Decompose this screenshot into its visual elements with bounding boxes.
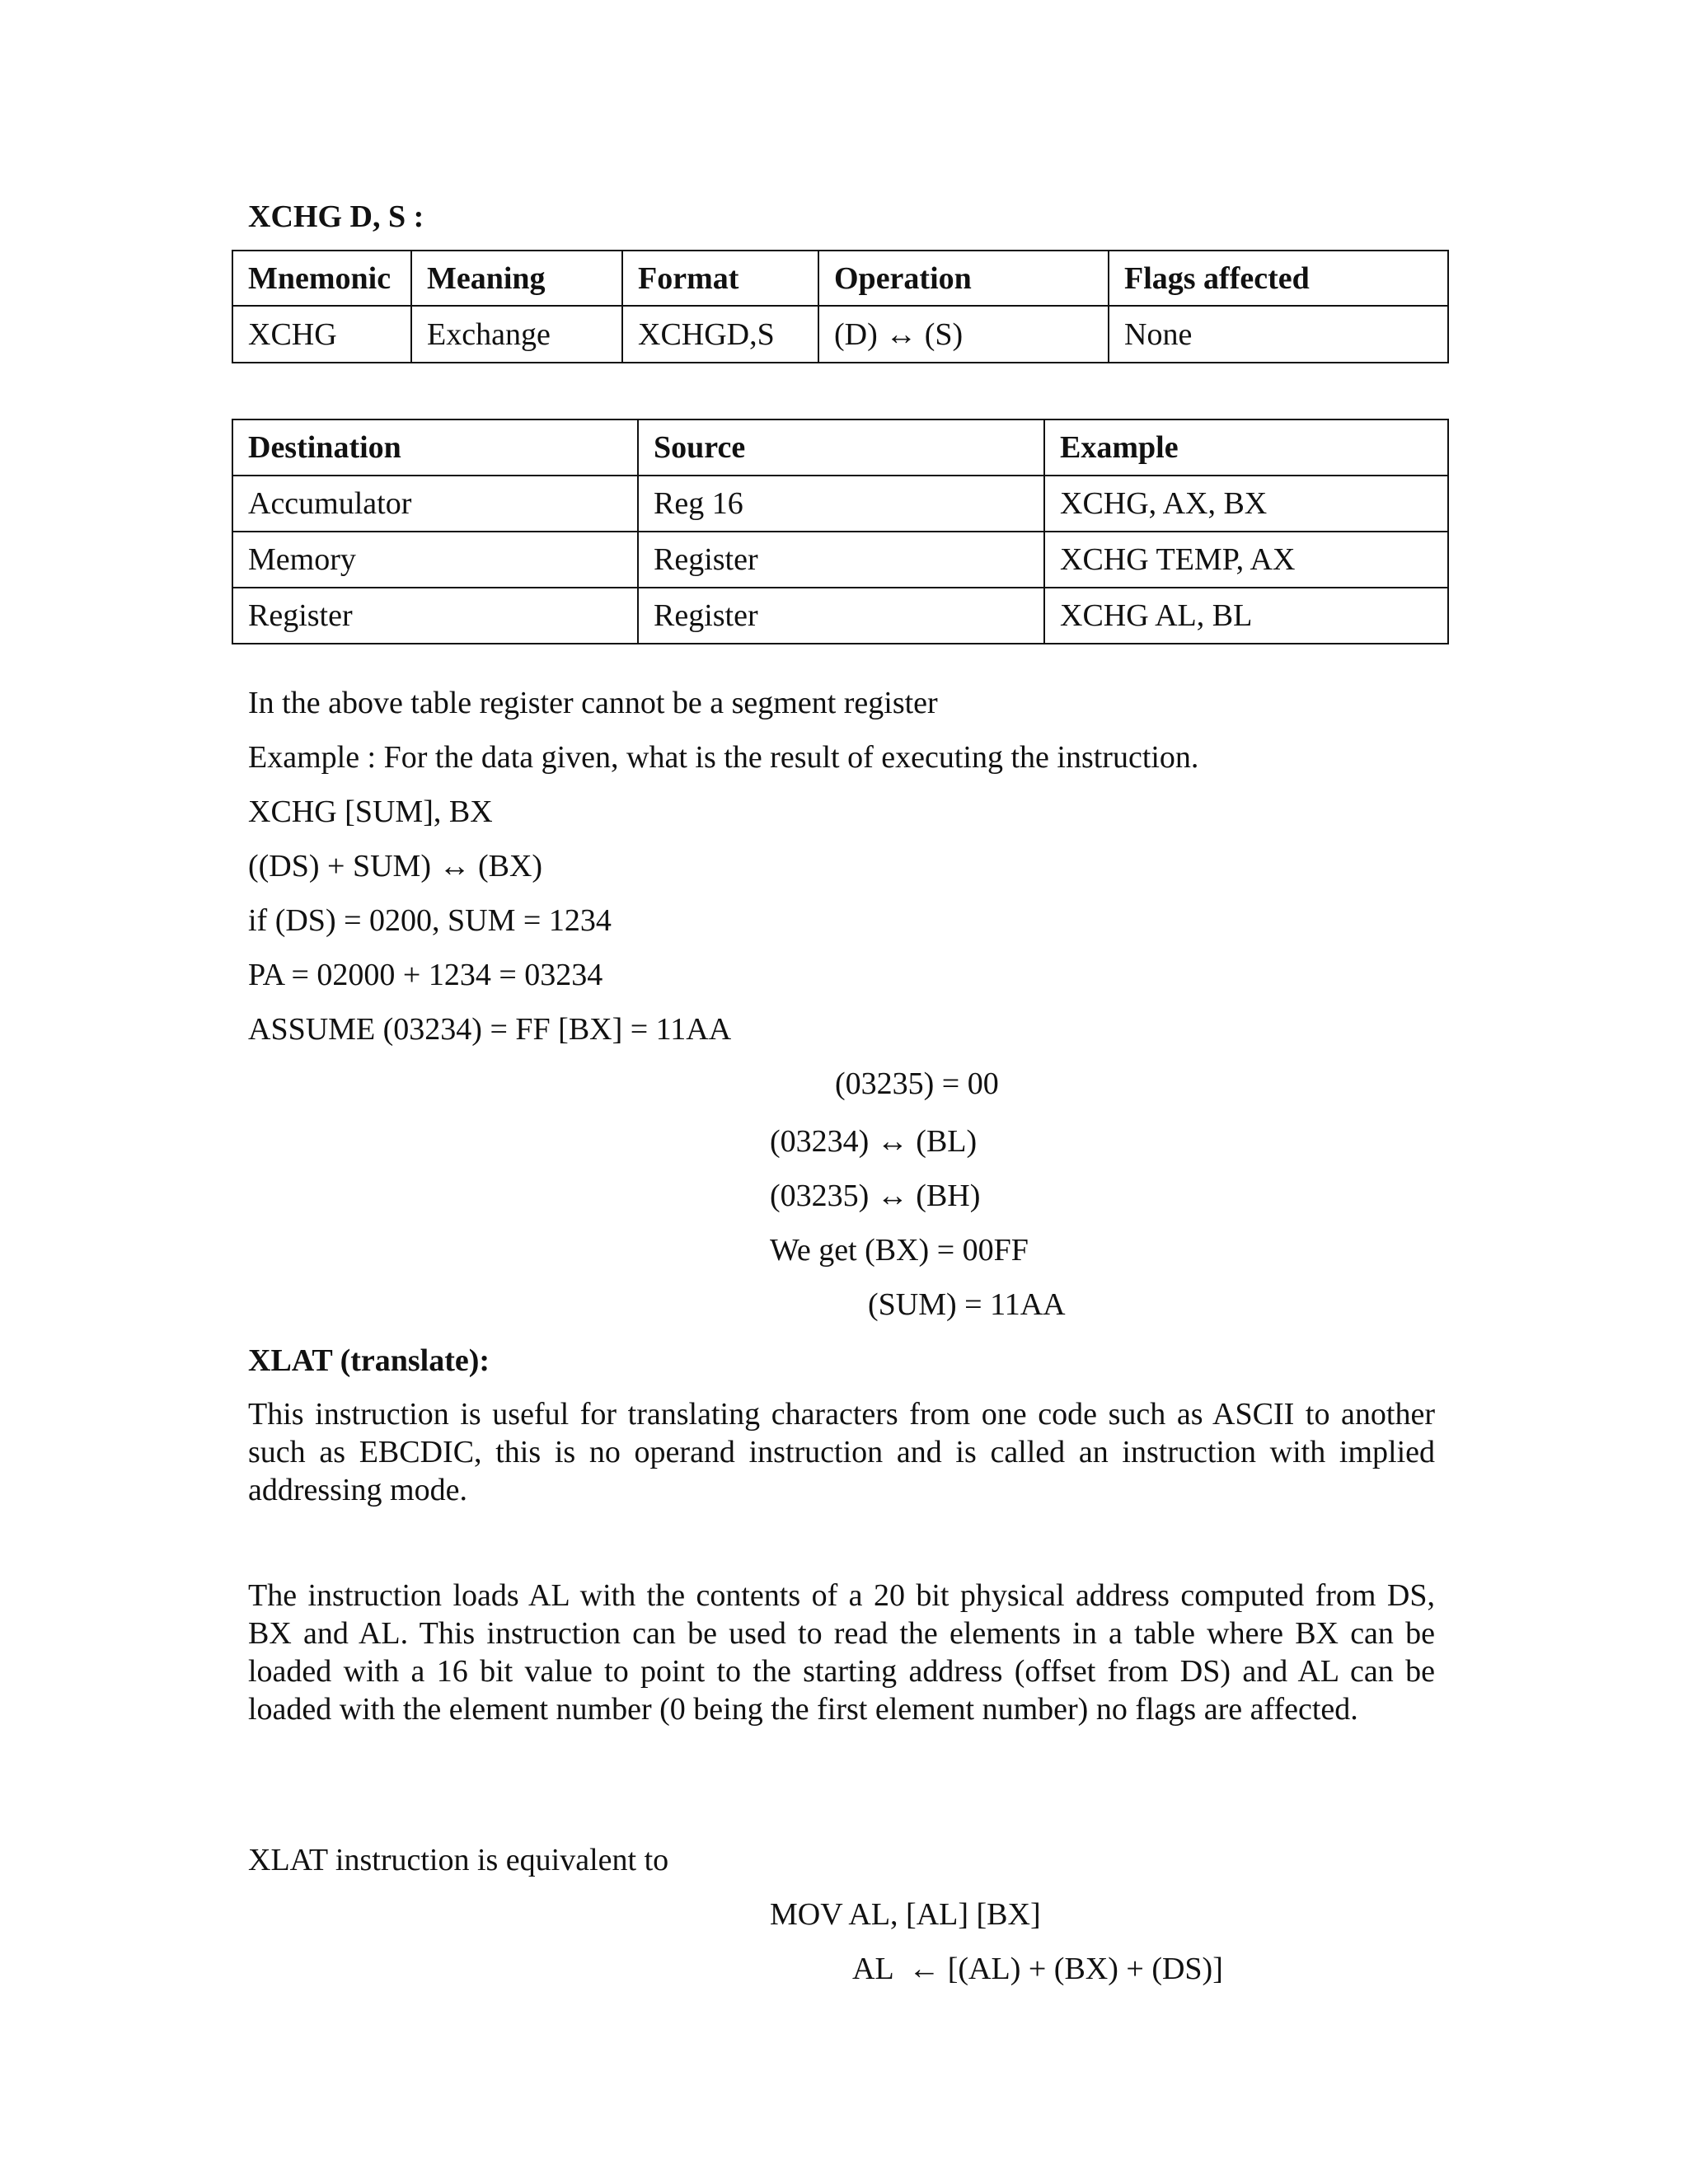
table-header-row (232, 419, 1448, 476)
table-row (232, 476, 1448, 532)
header-destination: Destination (232, 419, 638, 476)
cell-source: Register (638, 532, 1044, 588)
formula-line: ((DS) + SUM) ↔ (BX) (248, 849, 543, 883)
cell-operation: (D) ↔ (S) (818, 306, 1109, 363)
cell-example: XCHG AL, BL (1044, 588, 1448, 644)
formula-line: (03235) ↔ (BH) (770, 1179, 981, 1213)
cell-format: XCHGD,S (622, 306, 818, 363)
header-meaning: Meaning (411, 251, 622, 306)
formula-line: (03234) ↔ (BL) (770, 1124, 978, 1159)
formula-line: if (DS) = 0200, SUM = 1234 (248, 903, 612, 938)
header-source: Source (638, 419, 1044, 476)
cell-source: Reg 16 (638, 476, 1044, 532)
formula-line: (03235) = 00 (835, 1066, 999, 1101)
xchg-instruction-table (232, 250, 1449, 363)
header-format: Format (622, 251, 818, 306)
xlat-paragraph-1: This instruction is useful for translating characters from one code such as ASCII to another such as EBCDIC, this is no operand instruction and is called an instruction with implied addressing mode. (248, 1397, 1435, 1507)
table-row (232, 588, 1448, 644)
formula-line: PA = 02000 + 1234 = 03234 (248, 958, 603, 992)
table-row (232, 306, 1448, 363)
cell-flags-affected: None (1109, 306, 1448, 363)
header-example: Example (1044, 419, 1448, 476)
table-row (232, 532, 1448, 588)
formula-line: We get (BX) = 00FF (770, 1233, 1029, 1268)
text-line: Example : For the data given, what is the result of executing the instruction. (248, 740, 1199, 775)
cell-mnemonic: XCHG (232, 306, 411, 363)
formula-line: (SUM) = 11AA (868, 1287, 1066, 1322)
xlat-equivalent-label: XLAT instruction is equivalent to (248, 1843, 669, 1877)
header-mnemonic: Mnemonic (232, 251, 411, 306)
xchg-operands-table (232, 419, 1449, 644)
code-line: XCHG [SUM], BX (248, 794, 493, 829)
cell-source: Register (638, 588, 1044, 644)
xlat-heading: XLAT (translate): (248, 1343, 490, 1378)
cell-example: XCHG TEMP, AX (1044, 532, 1448, 588)
equivalent-formula: AL ← [(AL) + (BX) + (DS)] (852, 1952, 1223, 1986)
equivalent-instruction: MOV AL, [AL] [BX] (770, 1897, 1041, 1932)
header-operation: Operation (818, 251, 1109, 306)
cell-destination: Accumulator (232, 476, 638, 532)
table-header-row (232, 251, 1448, 306)
header-flags-affected: Flags affected (1109, 251, 1448, 306)
cell-meaning: Exchange (411, 306, 622, 363)
xchg-heading: XCHG D, S : (248, 199, 424, 234)
cell-example: XCHG, AX, BX (1044, 476, 1448, 532)
text-line: In the above table register cannot be a segment register (248, 686, 938, 720)
xlat-paragraph-2: The instruction loads AL with the contents of a 20 bit physical address computed from DS, BX and AL. This instruction can be used to read the elements in a table where BX can be loaded with a 16 bit value to point to the starting address (offset from DS) and AL can be loaded with the element number (0 being the first element number) no flags are affected. (248, 1578, 1435, 1727)
cell-destination: Register (232, 588, 638, 644)
formula-line: ASSUME (03234) = FF [BX] = 11AA (248, 1012, 732, 1047)
cell-destination: Memory (232, 532, 638, 588)
